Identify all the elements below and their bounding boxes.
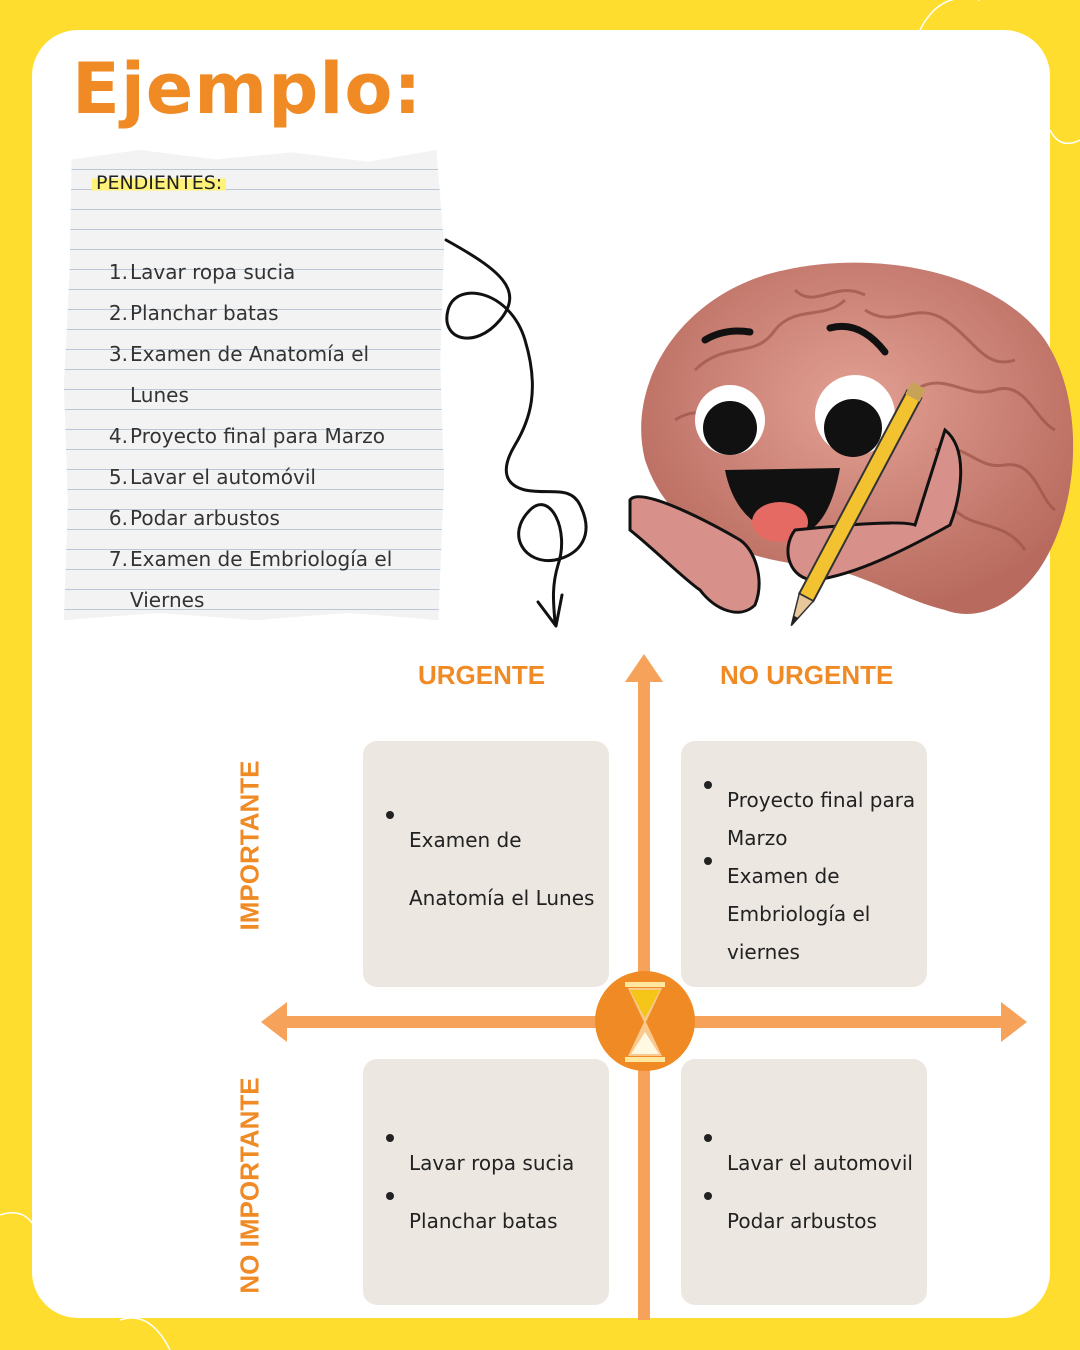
- q3-list: [363, 1059, 609, 1250]
- list-item: Examen de Anatomía el Lunes: [409, 811, 609, 927]
- brain-mascot-illustration: [615, 250, 1080, 650]
- header-not-important: NO IMPORTANTE: [234, 1077, 265, 1294]
- todo-item-text: Lavar el automóvil: [130, 465, 316, 489]
- list-item: Examen de Embriología el viernes: [727, 857, 927, 971]
- list-item: Lavar el automovil: [727, 1134, 927, 1192]
- todo-item: [100, 416, 430, 457]
- q4-list: [681, 1059, 927, 1250]
- todo-item-text: Lavar ropa sucia: [130, 260, 296, 284]
- todo-item-number: 6.: [108, 506, 128, 530]
- corner-decoration-top: [900, 0, 1080, 150]
- todo-item: [100, 580, 430, 621]
- todo-item: [100, 293, 430, 334]
- todo-item: [100, 539, 430, 580]
- quadrant-urgent-important: [363, 741, 609, 987]
- list-item: Proyecto final para Marzo: [727, 781, 927, 857]
- todo-item-number: 1.: [108, 260, 128, 284]
- todo-item: [100, 334, 430, 416]
- q1-list: [363, 741, 609, 927]
- q2-list: [681, 741, 927, 971]
- hourglass-icon: [615, 980, 675, 1064]
- todo-item-number: 3.: [108, 342, 128, 366]
- header-important: IMPORTANTE: [234, 760, 265, 931]
- todo-item: [100, 252, 430, 293]
- todo-item-number: 2.: [108, 301, 128, 325]
- todo-item-number: 4.: [108, 424, 128, 448]
- list-item: Podar arbustos: [727, 1192, 927, 1250]
- todo-list: [100, 252, 430, 621]
- note-heading: PENDIENTES:: [92, 172, 226, 194]
- quadrant-not-urgent-important: [681, 741, 927, 987]
- todo-item-number: 7.: [108, 547, 128, 571]
- quadrant-urgent-not-important: [363, 1059, 609, 1305]
- list-item: Planchar batas: [409, 1192, 609, 1250]
- curly-arrow: [430, 230, 620, 640]
- corner-decoration-bottom: [0, 1200, 180, 1350]
- list-item: Lavar ropa sucia: [409, 1134, 609, 1192]
- quadrant-not-urgent-not-important: [681, 1059, 927, 1305]
- todo-item-text: Podar arbustos: [130, 506, 280, 530]
- todo-item-text: Examen de Embriología el: [130, 547, 393, 571]
- header-not-urgent: NO URGENTE: [720, 660, 894, 690]
- todo-item: [100, 498, 430, 539]
- header-urgent: URGENTE: [418, 660, 546, 690]
- todo-item: [100, 457, 430, 498]
- todo-item-text: Proyecto final para Marzo: [130, 424, 385, 448]
- todo-item-text: Planchar batas: [130, 301, 279, 325]
- todo-item-number: 5.: [108, 465, 128, 489]
- page-title: Ejemplo:: [72, 48, 423, 130]
- todo-item-number: [100, 580, 130, 621]
- todo-item-text: Examen de Anatomía el Lunes: [130, 342, 370, 407]
- todo-item-text: Viernes: [130, 588, 205, 612]
